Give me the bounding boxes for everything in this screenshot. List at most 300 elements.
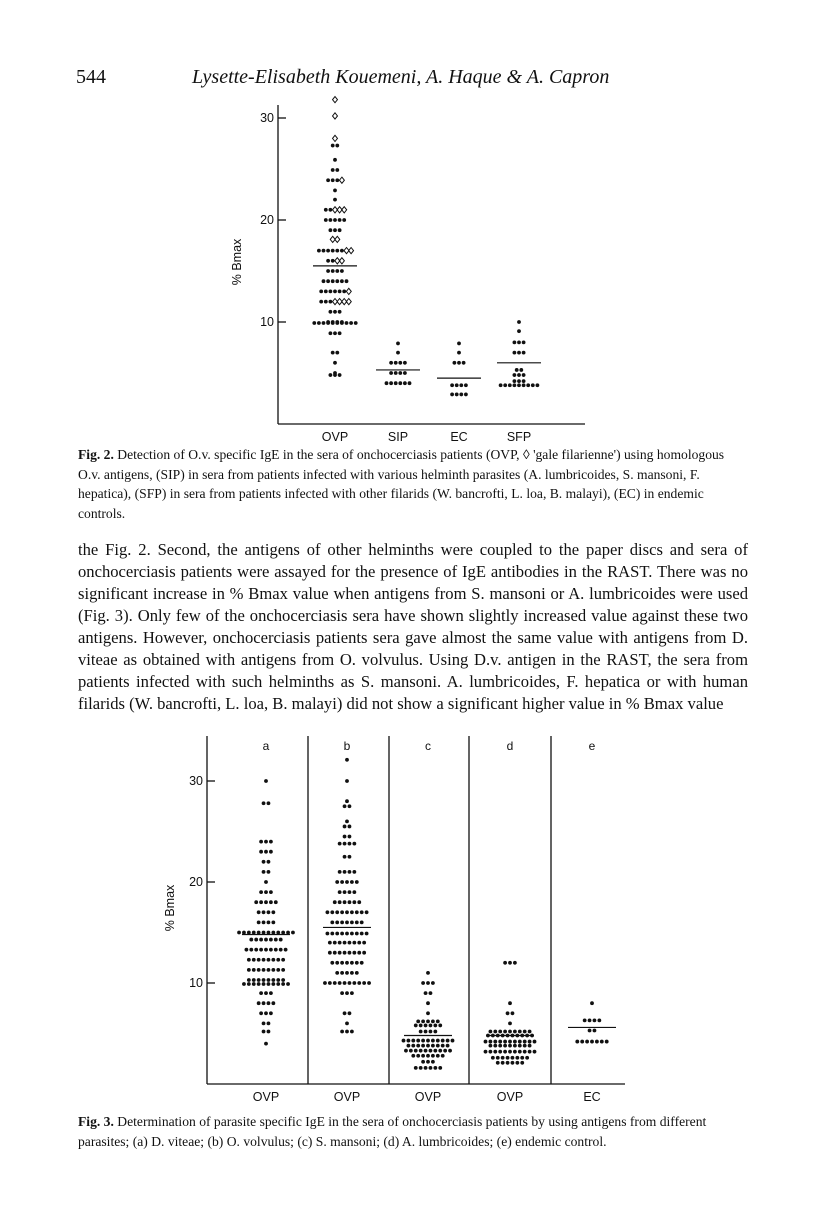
data-point — [588, 1029, 592, 1033]
data-point — [257, 931, 261, 935]
data-point — [464, 383, 468, 387]
data-point — [271, 968, 275, 972]
data-point — [338, 310, 342, 314]
data-point — [284, 948, 288, 952]
data-point — [262, 801, 266, 805]
data-point — [496, 1034, 500, 1038]
data-point — [419, 1066, 423, 1070]
data-point — [326, 249, 330, 253]
data-point — [515, 1056, 519, 1060]
data-point — [335, 321, 339, 325]
data-point — [247, 931, 251, 935]
data-point — [328, 951, 332, 955]
data-point — [333, 331, 337, 335]
data-point — [416, 1054, 420, 1058]
data-point — [335, 249, 339, 253]
data-point — [331, 168, 335, 172]
data-point — [404, 1049, 408, 1053]
data-point — [517, 320, 521, 324]
data-point — [259, 850, 263, 854]
data-point — [326, 932, 330, 936]
data-point — [274, 938, 278, 942]
data-point — [333, 189, 337, 193]
data-point — [451, 1039, 455, 1043]
data-point — [264, 1042, 268, 1046]
data-point — [269, 938, 273, 942]
data-point — [533, 1050, 537, 1054]
figure-2-marks — [312, 97, 541, 397]
data-point — [522, 379, 526, 383]
data-point — [286, 982, 290, 986]
data-point — [517, 383, 521, 387]
data-point — [345, 910, 349, 914]
data-point — [342, 218, 346, 222]
data-point — [520, 1056, 524, 1060]
data-point — [262, 978, 266, 982]
data-point — [340, 880, 344, 884]
data-point — [407, 1039, 411, 1043]
data-point — [588, 1018, 592, 1022]
panel-label: b — [343, 739, 351, 753]
data-point — [350, 991, 354, 995]
x-category-label: SFP — [506, 430, 532, 444]
data-point — [530, 1034, 534, 1038]
data-point — [522, 351, 526, 355]
data-point — [367, 981, 371, 985]
data-point — [357, 941, 361, 945]
data-point — [362, 941, 366, 945]
data-point — [331, 269, 335, 273]
data-point — [489, 1040, 493, 1044]
data-point — [414, 1049, 418, 1053]
data-point — [340, 991, 344, 995]
data-point — [431, 1060, 435, 1064]
data-point — [257, 982, 261, 986]
data-point — [421, 981, 425, 985]
data-point — [394, 381, 398, 385]
data-point — [331, 178, 335, 182]
figure-2-caption-text: Detection of O.v. specific IgE in the sera of onchocerciasis patients (OVP, ◊ 'gale filarienne') using homologous O.v. antigens, (SIP) in sera from patients infected with various helminth parasites (A. lumbricoides, S. mansoni, F. hepatica), (SFP) in sera from patients infected with other filarids (W. bancrofti, L. loa, B. malayi), (EC) in endemic controls. — [78, 447, 725, 521]
data-point — [262, 931, 266, 935]
y-axis-label: % Bmax — [230, 238, 244, 286]
data-point — [326, 269, 330, 273]
data-point — [281, 978, 285, 982]
data-point — [511, 1061, 515, 1065]
data-point — [396, 351, 400, 355]
data-point — [267, 801, 271, 805]
data-point — [343, 825, 347, 829]
data-point — [503, 961, 507, 965]
data-point — [249, 938, 253, 942]
data-point — [436, 1039, 440, 1043]
data-point — [271, 1001, 275, 1005]
data-point — [398, 361, 402, 365]
data-point — [416, 1019, 420, 1023]
data-point — [340, 321, 344, 325]
data-point — [333, 951, 337, 955]
data-point — [345, 1022, 349, 1026]
data-point-diamond — [346, 288, 351, 294]
data-point — [319, 300, 323, 304]
data-point — [426, 1060, 430, 1064]
data-point — [326, 279, 330, 283]
data-point — [513, 1030, 517, 1034]
data-point — [354, 321, 358, 325]
data-point — [333, 218, 337, 222]
data-point — [264, 1011, 268, 1015]
data-point — [446, 1039, 450, 1043]
data-point — [338, 941, 342, 945]
data-point — [269, 850, 273, 854]
data-point — [450, 393, 454, 397]
panel-label: a — [262, 739, 270, 753]
data-point — [508, 1044, 512, 1048]
data-point — [326, 259, 330, 263]
data-point — [499, 383, 503, 387]
data-point — [345, 321, 349, 325]
data-point — [324, 208, 328, 212]
data-point — [335, 279, 339, 283]
data-point — [340, 249, 344, 253]
data-point — [429, 1066, 433, 1070]
data-point — [455, 383, 459, 387]
data-point — [491, 1034, 495, 1038]
data-point — [348, 951, 352, 955]
data-point — [503, 1044, 507, 1048]
data-point — [340, 910, 344, 914]
data-point — [326, 321, 330, 325]
data-point — [279, 948, 283, 952]
data-point — [493, 1050, 497, 1054]
data-point — [355, 910, 359, 914]
data-point — [593, 1029, 597, 1033]
data-point — [419, 1024, 423, 1028]
y-axis-label: % Bmax — [163, 884, 177, 932]
data-point — [409, 1049, 413, 1053]
data-point — [267, 958, 271, 962]
data-point — [360, 921, 364, 925]
data-point — [489, 1030, 493, 1034]
data-point — [345, 799, 349, 803]
data-point — [360, 932, 364, 936]
data-point — [484, 1050, 488, 1054]
data-point — [357, 981, 361, 985]
data-point — [531, 383, 535, 387]
data-point — [271, 982, 275, 986]
data-point — [262, 968, 266, 972]
data-point — [508, 383, 512, 387]
data-point — [426, 1039, 430, 1043]
data-point — [338, 981, 342, 985]
data-point — [254, 938, 258, 942]
data-point — [457, 351, 461, 355]
data-point — [338, 331, 342, 335]
data-point — [331, 144, 335, 148]
data-point — [443, 1049, 447, 1053]
data-point — [498, 1050, 502, 1054]
data-point — [489, 1050, 493, 1054]
data-point — [429, 1024, 433, 1028]
data-point — [419, 1030, 423, 1034]
data-point — [517, 329, 521, 333]
data-point-diamond — [333, 135, 338, 141]
y-tick-label: 10 — [260, 315, 274, 329]
data-point — [605, 1040, 609, 1044]
data-point — [457, 361, 461, 365]
data-point — [338, 870, 342, 874]
data-point — [396, 342, 400, 346]
data-point — [517, 351, 521, 355]
data-point — [252, 968, 256, 972]
data-point — [333, 981, 337, 985]
data-point — [281, 982, 285, 986]
data-point — [252, 978, 256, 982]
data-point — [408, 381, 412, 385]
data-point — [343, 835, 347, 839]
data-point — [259, 938, 263, 942]
data-point — [506, 1034, 510, 1038]
data-point — [593, 1018, 597, 1022]
data-point-diamond — [333, 113, 338, 119]
figure-3-axes — [163, 736, 625, 1104]
y-tick-label: 20 — [260, 213, 274, 227]
data-point — [257, 958, 261, 962]
data-point — [322, 279, 326, 283]
data-point — [335, 921, 339, 925]
data-point — [338, 951, 342, 955]
data-point — [264, 840, 268, 844]
data-point — [402, 1039, 406, 1043]
data-point — [259, 900, 263, 904]
data-point — [522, 373, 526, 377]
data-point — [345, 961, 349, 965]
data-point — [350, 932, 354, 936]
figure-3-caption-text: Determination of parasite specific IgE in the sera of onchocerciasis patients by using antigens from different parasites; (a) D. viteae; (b) O. volvulus; (c) S. mansoni; (d) A. lumbricoides; (e) endemic control. — [78, 1114, 707, 1149]
data-point — [335, 910, 339, 914]
data-point — [333, 198, 337, 202]
data-point — [506, 1061, 510, 1065]
x-category-label: OVP — [496, 1090, 524, 1104]
x-category-label: EC — [450, 430, 468, 444]
data-point — [345, 921, 349, 925]
data-point — [503, 1040, 507, 1044]
data-point — [446, 1044, 450, 1048]
data-point — [269, 991, 273, 995]
data-point — [247, 958, 251, 962]
data-point — [338, 890, 342, 894]
data-point — [525, 1056, 529, 1060]
data-point — [257, 910, 261, 914]
data-point — [345, 279, 349, 283]
data-point — [343, 1011, 347, 1015]
data-point — [331, 279, 335, 283]
data-point — [333, 941, 337, 945]
data-point — [360, 961, 364, 965]
data-point — [355, 921, 359, 925]
data-point — [429, 1049, 433, 1053]
data-point — [426, 1011, 430, 1015]
data-point — [348, 842, 352, 846]
figure-3-marks — [237, 758, 616, 1070]
data-point — [525, 1034, 529, 1038]
data-point — [511, 1034, 515, 1038]
data-point-diamond — [339, 177, 344, 183]
data-point — [459, 383, 463, 387]
data-point — [506, 1056, 510, 1060]
data-point — [352, 941, 356, 945]
data-point — [326, 178, 330, 182]
data-point — [262, 958, 266, 962]
data-point — [335, 269, 339, 273]
data-point — [247, 968, 251, 972]
data-point — [352, 890, 356, 894]
data-point — [257, 1001, 261, 1005]
figure-3-caption — [78, 1112, 748, 1151]
data-point — [583, 1018, 587, 1022]
data-point — [350, 1030, 354, 1034]
data-point — [441, 1039, 445, 1043]
data-point — [365, 910, 369, 914]
data-point — [333, 373, 337, 377]
data-point — [352, 870, 356, 874]
data-point — [267, 931, 271, 935]
data-point — [431, 981, 435, 985]
data-point — [436, 1044, 440, 1048]
data-point — [533, 1040, 537, 1044]
data-point — [489, 1044, 493, 1048]
data-point — [436, 1019, 440, 1023]
data-point — [421, 1060, 425, 1064]
data-point — [438, 1066, 442, 1070]
data-point — [498, 1044, 502, 1048]
data-point — [350, 921, 354, 925]
data-point — [317, 249, 321, 253]
data-point — [433, 1024, 437, 1028]
data-point — [348, 855, 352, 859]
data-point — [329, 331, 333, 335]
data-point — [523, 1044, 527, 1048]
data-point — [340, 961, 344, 965]
data-point — [340, 932, 344, 936]
data-point — [536, 383, 540, 387]
data-point — [345, 758, 349, 762]
data-point — [426, 1044, 430, 1048]
data-point — [493, 1030, 497, 1034]
data-point — [352, 900, 356, 904]
x-category-label: EC — [583, 1090, 601, 1104]
data-point — [508, 1001, 512, 1005]
data-point — [421, 1019, 425, 1023]
data-point — [257, 921, 261, 925]
data-point — [271, 978, 275, 982]
data-point — [330, 932, 334, 936]
data-point — [335, 880, 339, 884]
data-point — [426, 971, 430, 975]
data-point — [362, 981, 366, 985]
data-point — [513, 1040, 517, 1044]
data-point — [330, 961, 334, 965]
data-point — [503, 1030, 507, 1034]
data-point — [453, 361, 457, 365]
data-point — [357, 900, 361, 904]
data-point — [267, 910, 271, 914]
data-point — [355, 880, 359, 884]
data-point — [433, 1066, 437, 1070]
data-point — [348, 900, 352, 904]
data-point — [276, 968, 280, 972]
data-point — [429, 1030, 433, 1034]
data-point — [513, 373, 517, 377]
data-point — [508, 1022, 512, 1026]
data-point — [333, 310, 337, 314]
running-header: Lysette-Elisabeth Kouemeni, A. Haque & A. Capron — [192, 66, 610, 88]
data-point — [515, 1061, 519, 1065]
data-point — [431, 1054, 435, 1058]
data-point — [421, 1039, 425, 1043]
panel-label: d — [506, 739, 514, 753]
data-point — [414, 1024, 418, 1028]
data-point — [352, 951, 356, 955]
data-point — [501, 1056, 505, 1060]
data-point — [528, 1044, 532, 1048]
data-point — [389, 361, 393, 365]
data-point — [421, 1054, 425, 1058]
data-point — [317, 321, 321, 325]
data-point — [464, 393, 468, 397]
panel-label: c — [425, 739, 431, 753]
data-point — [276, 982, 280, 986]
data-point — [329, 310, 333, 314]
data-point — [426, 1001, 430, 1005]
data-point — [597, 1018, 601, 1022]
data-point — [419, 1049, 423, 1053]
data-point — [394, 371, 398, 375]
data-point — [424, 1024, 428, 1028]
data-point — [484, 1040, 488, 1044]
data-point — [269, 840, 273, 844]
data-point — [324, 290, 328, 294]
data-point — [330, 921, 334, 925]
data-point — [324, 300, 328, 304]
data-point — [340, 971, 344, 975]
data-point — [267, 1030, 271, 1034]
figure-2-dot-plot — [0, 0, 816, 450]
data-point — [345, 971, 349, 975]
data-point — [331, 249, 335, 253]
data-point — [515, 1034, 519, 1038]
data-point — [257, 968, 261, 972]
data-point — [438, 1049, 442, 1053]
data-point — [335, 932, 339, 936]
data-point — [486, 1034, 490, 1038]
data-point — [340, 269, 344, 273]
data-point-diamond — [333, 97, 338, 103]
data-point — [448, 1049, 452, 1053]
data-point — [276, 958, 280, 962]
data-point — [518, 1044, 522, 1048]
data-point — [267, 982, 271, 986]
data-point — [259, 840, 263, 844]
data-point — [426, 981, 430, 985]
data-point — [338, 373, 342, 377]
data-point — [333, 290, 337, 294]
data-point — [498, 1030, 502, 1034]
data-point — [262, 982, 266, 986]
data-point — [262, 921, 266, 925]
data-point — [424, 991, 428, 995]
x-category-label: OVP — [252, 1090, 280, 1104]
data-point — [343, 951, 347, 955]
